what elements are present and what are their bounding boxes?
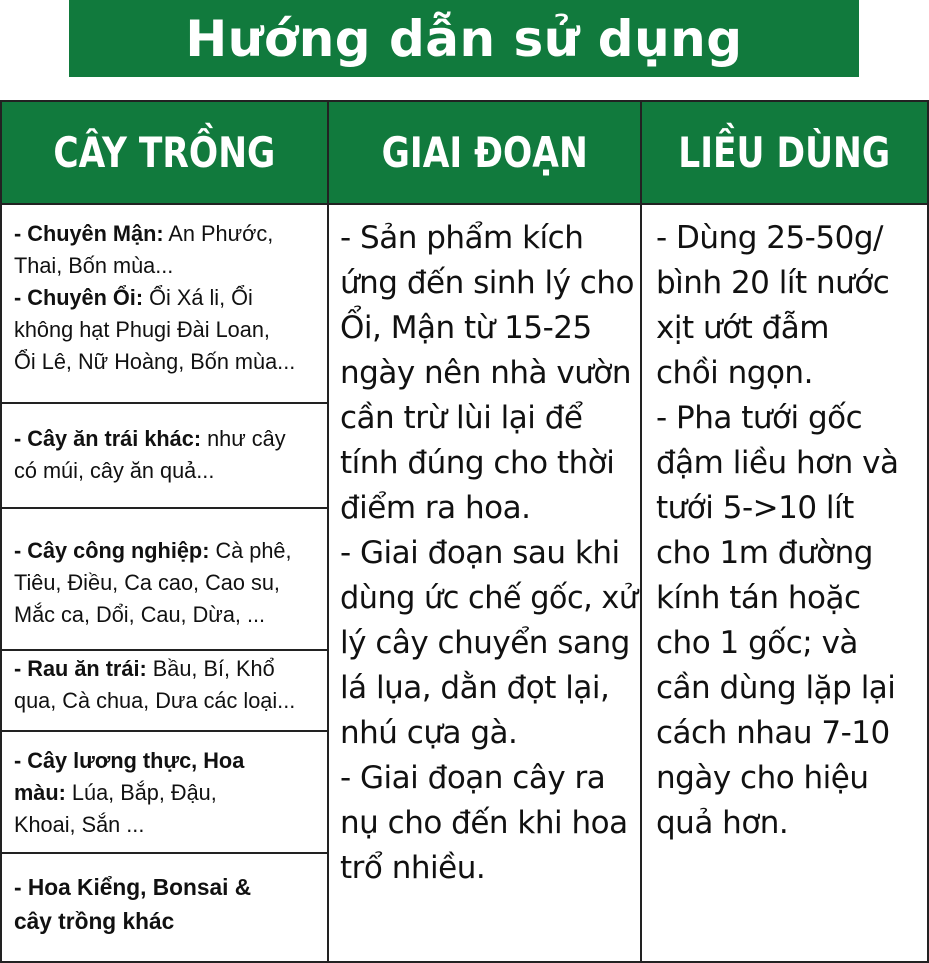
crop-line: [14, 314, 322, 346]
crop-line: [14, 685, 322, 717]
stage-line: - Giai đoạn sau khi: [340, 535, 620, 571]
crop-line: [14, 250, 322, 282]
dose-line: kính tán hoặc: [656, 580, 861, 616]
crop-line: [14, 745, 322, 777]
dose-line: cho 1m đường: [656, 535, 873, 571]
crop-bold: màu:: [14, 780, 66, 805]
crop-line: [14, 455, 322, 487]
crop-text: Ổi Lê, Nữ Hoàng, Bốn mùa...: [14, 349, 296, 374]
stage-line: Ổi, Mận từ 15-25: [340, 310, 592, 346]
dose-line: xịt ướt đẫm: [656, 310, 829, 346]
crop-line: [14, 535, 322, 567]
dose-line: bình 20 lít nước: [656, 265, 890, 301]
crop-text: không hạt Phugi Đài Loan,: [14, 317, 270, 342]
dose-line: tưới 5->10 lít: [656, 490, 854, 526]
usage-table: [0, 100, 929, 963]
header-stage-label: GIAI ĐOẠN: [381, 128, 588, 177]
dose-line: quả hơn.: [656, 805, 789, 841]
stage-line: ngày nên nhà vườn: [340, 355, 631, 391]
header-dose-label: LIỀU DÙNG: [678, 128, 891, 177]
crop-line: [14, 218, 322, 250]
stage-line: lá lụa, dằn đọt lại,: [340, 670, 610, 706]
stage-line: dùng ức chế gốc, xử: [340, 580, 638, 616]
crop-line: [14, 599, 322, 631]
stage-line: - Sản phẩm kích: [340, 220, 584, 256]
dose-line: chồi ngọn.: [656, 355, 813, 391]
crop-row-ornamental: [14, 870, 326, 938]
crop-bold: - Chuyên Ổi:: [14, 285, 144, 310]
crop-text: Cà phê,: [209, 538, 292, 563]
header-divider: [2, 203, 927, 205]
dose-line: cần dùng lặp lại: [656, 670, 896, 706]
stage-line: - Giai đoạn cây ra: [340, 760, 606, 796]
stage-line: điểm ra hoa.: [340, 490, 531, 526]
stage-line: ứng đến sinh lý cho: [340, 265, 634, 301]
crop-line: [14, 870, 322, 904]
stage-line: tính đúng cho thời: [340, 445, 615, 481]
dose-line: - Pha tưới gốc: [656, 400, 863, 436]
crop-row-vegetables: [14, 653, 326, 717]
crop-row-plum-guava: [14, 218, 326, 378]
column-divider: [640, 102, 642, 961]
crop-text: có múi, cây ăn quả...: [14, 458, 215, 483]
crop-bold: - Rau ăn trái:: [14, 656, 147, 681]
stage-line: nụ cho đến khi hoa: [340, 805, 628, 841]
crop-line: [14, 777, 322, 809]
crop-line: [14, 423, 322, 455]
row-divider: [2, 507, 327, 509]
crop-bold: - Cây ăn trái khác:: [14, 426, 202, 451]
crop-text: Ổi Xá li, Ổi: [143, 285, 253, 310]
crop-text: Lúa, Bắp, Đậu,: [65, 780, 217, 805]
dose-line: ngày cho hiệu: [656, 760, 869, 796]
dose-line: - Dùng 25-50g/: [656, 220, 883, 256]
crop-line: [14, 282, 322, 314]
crop-row-industrial: [14, 535, 326, 631]
crop-line: [14, 904, 322, 938]
crop-text: Thai, Bốn mùa...: [14, 253, 174, 278]
crop-bold: cây trồng khác: [14, 908, 175, 934]
header-crop: [2, 102, 327, 203]
row-divider: [2, 402, 327, 404]
dose-line: cho 1 gốc; và: [656, 625, 858, 661]
crop-bold: - Cây công nghiệp:: [14, 538, 210, 563]
crop-text: qua, Cà chua, Dưa các loại...: [14, 688, 296, 713]
crop-line: [14, 653, 322, 685]
column-divider: [327, 102, 329, 961]
crop-line: [14, 567, 322, 599]
page-title: Hướng dẫn sử dụng: [185, 9, 743, 68]
row-divider: [2, 852, 327, 854]
crop-line: [14, 809, 322, 841]
row-divider: [2, 730, 327, 732]
stage-line: cần trừ lùi lại để: [340, 400, 583, 436]
crop-text: Mắc ca, Dổi, Cau, Dừa, ...: [14, 602, 266, 627]
dose-description: [656, 216, 928, 846]
dose-line: cách nhau 7-10: [656, 715, 890, 751]
crop-bold: - Cây lương thực, Hoa: [14, 748, 245, 773]
dose-line: đậm liều hơn và: [656, 445, 899, 481]
crop-text: như cây: [201, 426, 286, 451]
header-dose: [642, 102, 927, 203]
crop-text: Tiêu, Điều, Ca cao, Cao su,: [14, 570, 280, 595]
crop-row-fruit: [14, 423, 326, 487]
header-crop-label: CÂY TRỒNG: [53, 128, 276, 177]
crop-line: [14, 346, 322, 378]
crop-text: An Phước,: [163, 221, 274, 246]
header-stage: [329, 102, 640, 203]
crop-row-staples: [14, 745, 326, 841]
stage-line: nhú cựa gà.: [340, 715, 518, 751]
crop-bold: - Hoa Kiểng, Bonsai &: [14, 874, 252, 900]
stage-line: lý cây chuyển sang: [340, 625, 630, 661]
crop-text: Khoai, Sắn ...: [14, 812, 145, 837]
crop-bold: - Chuyên Mận:: [14, 221, 164, 246]
row-divider: [2, 649, 327, 651]
crop-text: Bầu, Bí, Khổ: [146, 656, 275, 681]
stage-description: [340, 216, 638, 891]
title-banner: [69, 0, 859, 77]
stage-line: trổ nhiều.: [340, 850, 486, 886]
